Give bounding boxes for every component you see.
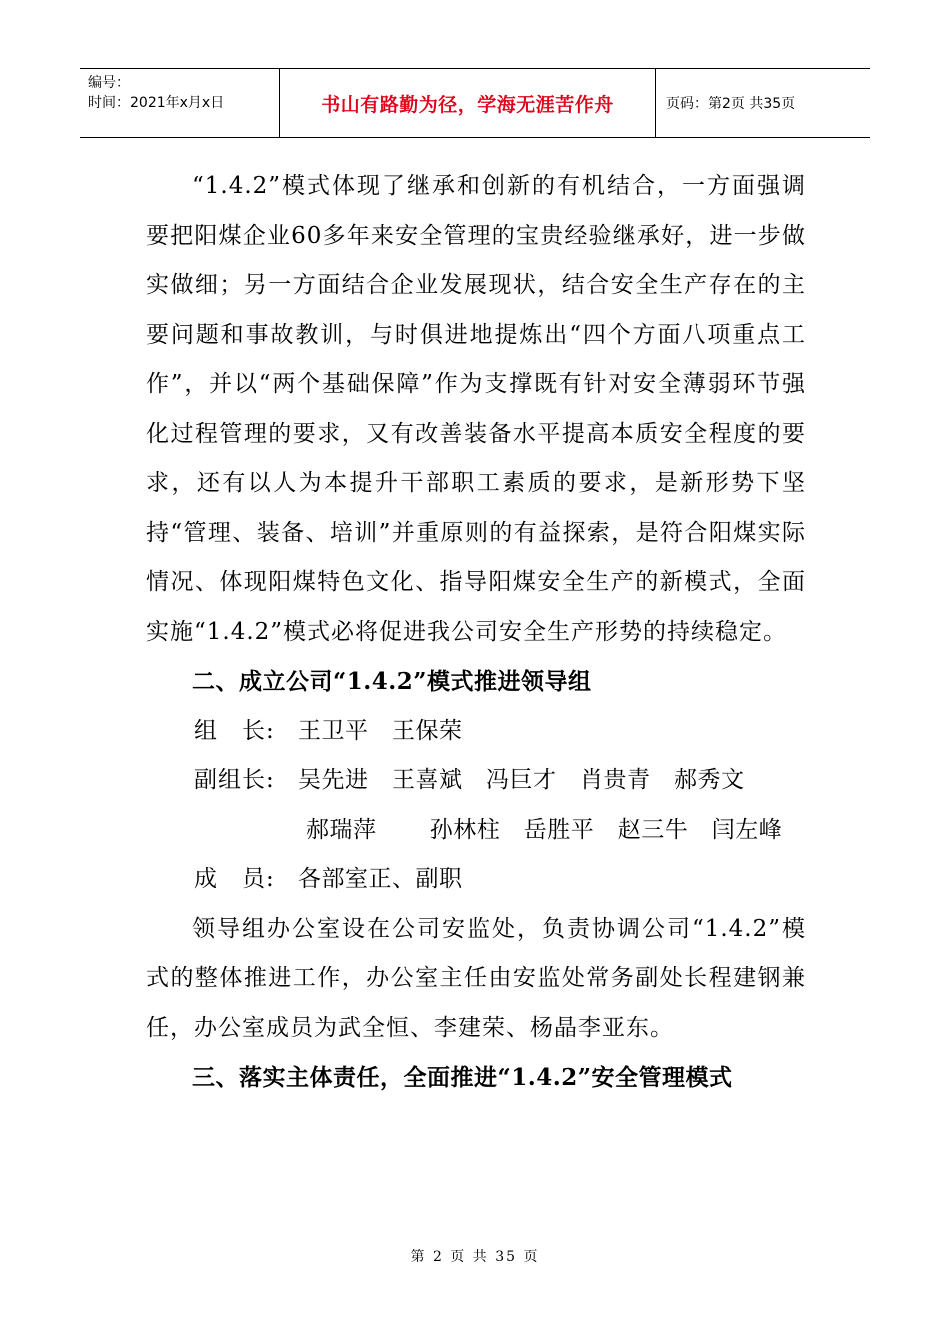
deputy-row — [146, 756, 806, 806]
document-number-label: 编号： — [88, 75, 130, 91]
header-meta — [80, 69, 280, 137]
header-page-info: 页码：第2页 共35页 — [666, 96, 796, 112]
deputy-names-line1: 吴先进 王喜斌 冯巨才 肖贵青 郝秀文 — [298, 767, 745, 793]
member-label: 成 员: — [194, 866, 275, 892]
document-time: 时间：2021年x月x日 — [88, 95, 225, 111]
header-motto: 书山有路勤为径，学海无涯苦作舟 — [280, 69, 656, 137]
document-body — [146, 162, 806, 1103]
leader-names: 王卫平 王保荣 — [298, 717, 463, 744]
member-names: 各部室正、副职 — [298, 866, 463, 892]
leader-row — [146, 707, 806, 757]
intro-paragraph: “1.4.2”模式体现了继承和创新的有机结合，一方面强调要把阳煤企业60多年来安全管理的宝贵经验继承好，进一步做实做细；另一方面结合企业发展现状，结合安全生产存在的主要问题和事故教训，与时俱进地提炼出“四个方面八项重点工作”，并以“两个基础保障”作为支撑既有针对安全薄弱环节强化过程管理的要求，又有改善装备水平提高本质安全程度的要求，还有以人为本提升干部职工素质的要求，是新形势下坚持“管理、装备、培训”并重原则的有益探索，是符合阳煤实际情况、体现阳煤特色文化、指导阳煤安全生产的新模式，全面实施“1.4.2”模式必将促进我公司安全生产形势的持续稳定。 — [146, 173, 806, 645]
leader-label: 组 长: — [194, 717, 275, 744]
member-row — [146, 855, 806, 905]
page-header — [80, 68, 870, 138]
office-paragraph: 领导组办公室设在公司安监处，负责协调公司“1.4.2”模式的整体推进工作，办公室主任由安监处常务副处长程建钢兼任，办公室成员为武全恒、李建荣、杨晶李亚东。 — [146, 915, 806, 1041]
section-heading-2: 二、成立公司“1.4.2”模式推进领导组 — [192, 668, 592, 695]
page-footer: 第 2 页 共 35 页 — [410, 1249, 540, 1265]
deputy-label: 副组长: — [194, 767, 275, 793]
deputy-names-line2: 郝瑞萍 孙林柱 岳胜平 赵三牛 闫左峰 — [306, 816, 783, 843]
section-heading-3: 三、落实主体责任，全面推进“1.4.2”安全管理模式 — [192, 1064, 733, 1091]
